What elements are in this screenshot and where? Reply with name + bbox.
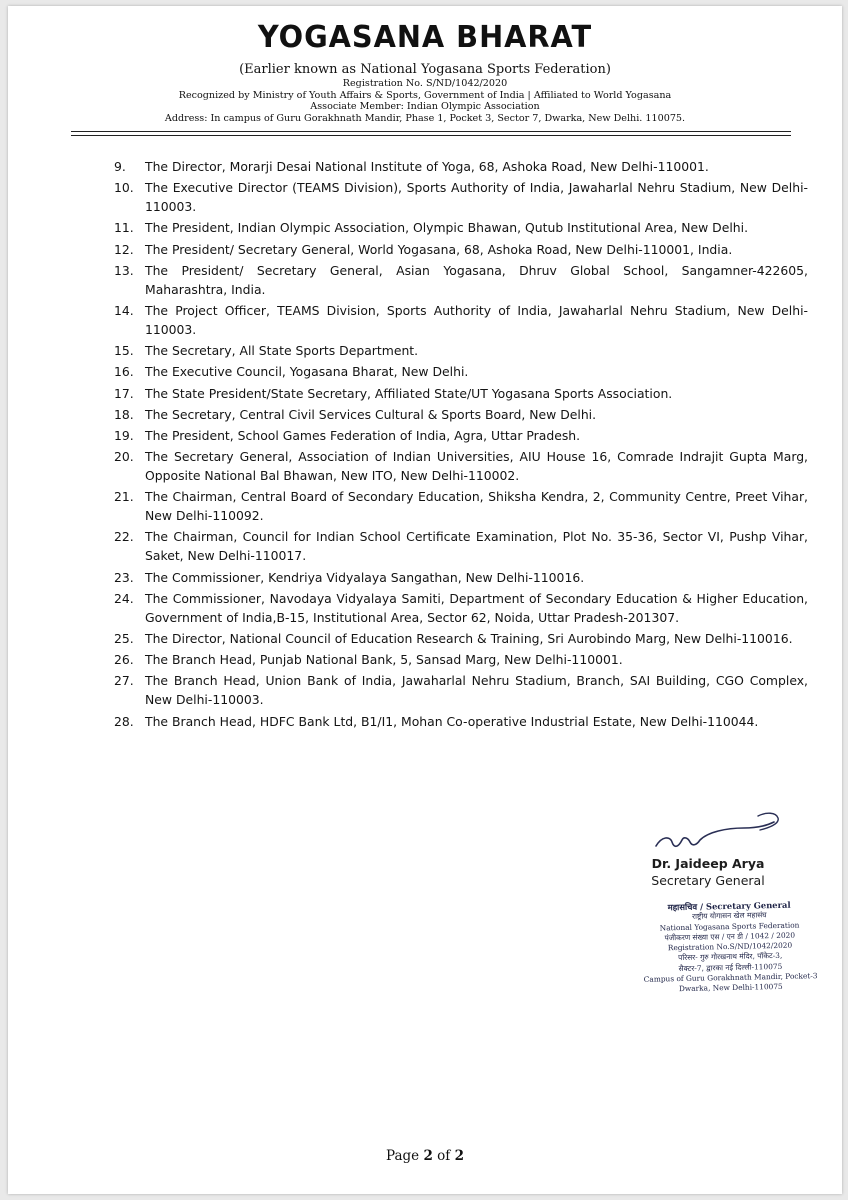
list-item-number: 20.: [114, 449, 134, 465]
list-item: [114, 589, 808, 627]
list-item-number: 28.: [114, 713, 134, 729]
list-item-number: 23.: [114, 569, 134, 585]
list-item-number: 26.: [114, 652, 134, 668]
associate-member-line: Associate Member: Indian Olympic Association: [310, 101, 540, 112]
list-item: [114, 447, 808, 485]
stamp-address-english-2: Dwarka, New Delhi-110075: [678, 982, 783, 994]
stamp-address-english-1: Campus of Guru Gorakhnath Mandir, Pocket-3: [643, 971, 818, 984]
list-item: [114, 157, 808, 176]
list-item: [114, 426, 808, 445]
signatory-block: [608, 856, 808, 888]
list-item-text: The Commissioner, Navodaya Vidyalaya Samiti, Department of Secondary Education & Higher Education, Government of India,B-15, Institutional Area, Sector 62, Noida, Uttar Pradesh-201307.: [145, 590, 808, 625]
list-item-text: The President, School Games Federation of India, Agra, Uttar Pradesh.: [145, 427, 581, 443]
list-item-text: The Secretary, Central Civil Services Cultural & Sports Board, New Delhi.: [145, 406, 597, 422]
address-line: Address: In campus of Guru Gorakhnath Mandir, Phase 1, Pocket 3, Sector 7, Dwarka, New Delhi. 110075.: [164, 113, 686, 124]
list-item: [114, 384, 808, 403]
stamp-address-hindi-2: सैक्टर-7, द्वारका नई दिल्ली-110075: [678, 961, 783, 973]
registration-number: Registration No. S/ND/1042/2020: [342, 78, 508, 89]
list-item: [114, 629, 808, 648]
list-item-text: The Branch Head, Punjab National Bank, 5, Sansad Marg, New Delhi-110001.: [145, 652, 623, 668]
list-item: [114, 301, 808, 339]
stamp-registration-english: Registration No.S/ND/1042/2020: [667, 940, 793, 953]
earlier-known-as: (Earlier known as National Yogasana Sports Federation): [239, 62, 611, 77]
list-item-text: The President, Indian Olympic Association, Olympic Bhawan, Qutub Institutional Area, New Delhi.: [145, 220, 749, 236]
list-item-text: The State President/State Secretary, Affiliated State/UT Yogasana Sports Association.: [145, 385, 673, 401]
list-item-number: 10.: [114, 180, 134, 196]
signatory-name: Dr. Jaideep Arya: [651, 856, 765, 871]
list-item-number: 18.: [114, 406, 134, 422]
document-page: [8, 6, 842, 1194]
list-item-number: 22.: [114, 529, 134, 545]
list-item-text: The President/ Secretary General, World Yogasana, 68, Ashoka Road, New Delhi-110001, India.: [145, 241, 733, 257]
list-item-number: 27.: [114, 673, 134, 689]
stamp-federation-hindi: राष्ट्रीय योगासन खेल महासंघ: [691, 910, 767, 922]
list-item-text: The Executive Council, Yogasana Bharat, New Delhi.: [145, 364, 469, 380]
stamp-registration-hindi: पंजीकरण संख्या एस / एन डी / 1042 / 2020: [664, 930, 796, 943]
list-item: [114, 650, 808, 669]
list-item-text: The Executive Director (TEAMS Division), Sports Authority of India, Jawaharlal Nehru Stadium, New Delhi-110003.: [145, 180, 808, 215]
list-item-number: 16.: [114, 364, 134, 380]
signatory-title: Secretary General: [651, 873, 765, 888]
list-item: [114, 487, 808, 525]
list-item: [114, 712, 808, 731]
list-item-text: The Secretary General, Association of Indian Universities, AIU House 16, Comrade Indrajit Gupta Marg, Opposite National Bal Bhawan, New ITO, New Delhi-110002.: [145, 449, 808, 484]
list-item-text: The Chairman, Central Board of Secondary Education, Shiksha Kendra, 2, Community Centre, Preet Vihar, New Delhi-110092.: [145, 489, 808, 524]
list-item: [114, 362, 808, 381]
stamp-federation-english: National Yogasana Sports Federation: [659, 920, 800, 933]
list-item: [114, 568, 808, 587]
list-item: [114, 405, 808, 424]
list-item-text: The Director, National Council of Education Research & Training, Sri Aurobindo Marg, New Delhi-110016.: [145, 631, 793, 646]
list-item-text: The Chairman, Council for Indian School Certificate Examination, Plot No. 35-36, Sector VI, Pushp Vihar, Saket, New Delhi-110017.: [145, 529, 808, 564]
header-rule-thin: [71, 135, 791, 136]
list-item: [114, 178, 808, 216]
organization-name: YOGASANA BHARAT: [257, 20, 593, 55]
list-item-number: 17.: [114, 385, 134, 401]
total-pages-number: 2: [454, 1148, 464, 1164]
list-item-number: 21.: [114, 489, 134, 505]
list-item-number: 9.: [114, 159, 126, 174]
list-item-number: 25.: [114, 631, 134, 646]
list-item-number: 13.: [114, 262, 134, 278]
list-item-number: 19.: [114, 427, 134, 443]
list-item-text: The Director, Morarji Desai National Institute of Yoga, 68, Ashoka Road, New Delhi-110001.: [145, 159, 709, 174]
list-item: [114, 218, 808, 237]
list-item-text: The Branch Head, Union Bank of India, Jawaharlal Nehru Stadium, Branch, SAI Building, CGO Complex, New Delhi-110003.: [145, 673, 808, 708]
list-item: [114, 240, 808, 259]
list-item: [114, 671, 808, 709]
stamp-address-hindi-1: परिसर- गुरु गोरखनाथ मंदिर, पॉकेट-3,: [678, 951, 783, 963]
list-item: [114, 341, 808, 360]
of-word: of: [437, 1148, 451, 1164]
official-stamp: [619, 899, 841, 996]
recipient-list: [114, 157, 808, 733]
page-footer: [8, 1148, 842, 1164]
list-item-number: 24.: [114, 590, 134, 606]
list-item-number: 12.: [114, 241, 134, 257]
list-item-number: 14.: [114, 302, 134, 318]
stamp-designation: महासचिव / Secretary General: [667, 899, 791, 913]
current-page-number: 2: [423, 1148, 433, 1164]
list-item-text: The Branch Head, HDFC Bank Ltd, B1/I1, Mohan Co-operative Industrial Estate, New Delhi-110044.: [145, 713, 759, 729]
list-item: [114, 261, 808, 299]
page-word: Page: [386, 1148, 420, 1164]
list-item-text: The Project Officer, TEAMS Division, Sports Authority of India, Jawaharlal Nehru Stadium, New Delhi-110003.: [145, 302, 808, 337]
recognition-line: Recognized by Ministry of Youth Affairs & Sports, Government of India | Affiliated to World Yogasana: [178, 90, 672, 101]
list-item-text: The Commissioner, Kendriya Vidyalaya Sangathan, New Delhi-110016.: [145, 569, 585, 585]
header-rule-thick: [71, 131, 791, 132]
list-item-number: 15.: [114, 343, 134, 359]
list-item-text: The President/ Secretary General, Asian Yogasana, Dhruv Global School, Sangamner-422605, Maharashtra, India.: [145, 262, 808, 297]
list-item-text: The Secretary, All State Sports Department.: [145, 343, 419, 359]
list-item-number: 11.: [114, 220, 134, 236]
list-item: [114, 527, 808, 565]
